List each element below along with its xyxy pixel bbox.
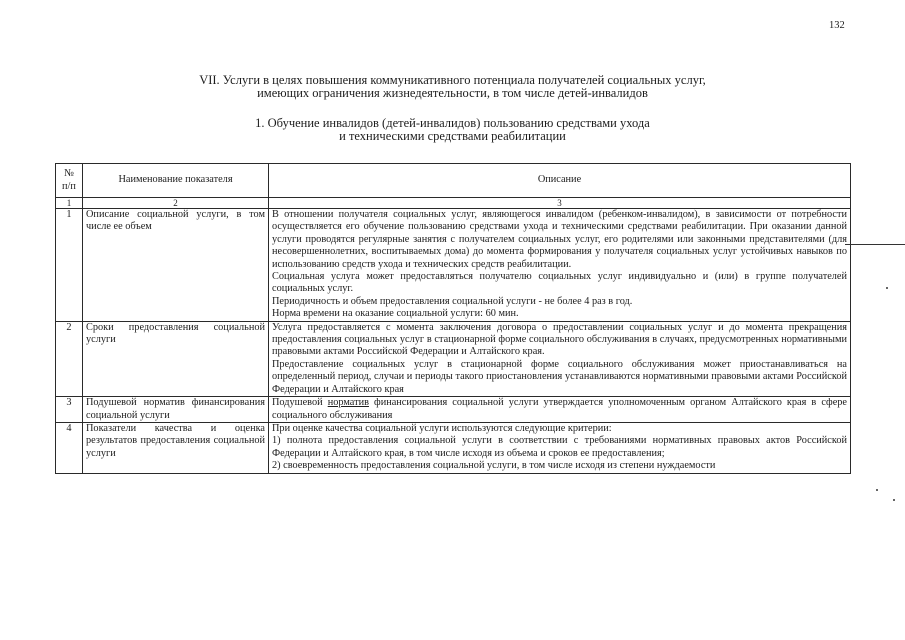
description-cell xyxy=(269,321,851,396)
table-row xyxy=(56,422,851,473)
indicator-name: Показатели качества и оценка результатов предоставления социальной услуги xyxy=(83,422,269,473)
table-row xyxy=(56,321,851,396)
description-cell xyxy=(269,422,851,473)
row-number: 3 xyxy=(56,397,83,423)
description-paragraph xyxy=(272,397,847,422)
subsection-title-line1: 1. Обучение инвалидов (детей-инвалидов) пользованию средствами ухода xyxy=(255,116,650,130)
description-paragraph: 2) своевременность предоставления социальной услуги, в том числе исходя из степени нуждаемости xyxy=(272,460,716,472)
norm-link[interactable]: норматив xyxy=(327,397,369,409)
description-paragraph: Социальная услуга может предоставляться получателю социальных услуг индивидуально и (или) в группе получателей социальных услуг. xyxy=(272,271,847,295)
description-cell xyxy=(269,397,851,423)
section-title-line2: имеющих ограничения жизнедеятельности, в том числе детей-инвалидов xyxy=(257,86,648,100)
description-cell xyxy=(269,209,851,322)
column-number: 1 xyxy=(56,198,83,209)
description-text: финансирования социальной услуги утверждается уполномоченным органом Алтайского края в сфере социального обслуживания xyxy=(272,397,847,421)
description-paragraph: Услуга предоставляется с момента заключения договора о предоставлении социальных услуг и до момента прекращения предоставления социальных услуг в стационарной форме социального обслуживания в случаях, предусмотренных нормативными правовыми актами Российской Федерации и Алтайского края. xyxy=(272,321,847,358)
indicator-name: Описание социальной услуги, в том числе ее объем xyxy=(83,209,269,322)
description-paragraph: Предоставление социальных услуг в стационарной форме социального обслуживания может приостанавливаться на определенный период, случаи и периоды такого приостановления устанавливаются нормативными правовыми актами Российской Федерации и Алтайского края xyxy=(272,358,847,395)
subsection-title xyxy=(0,117,905,143)
description-text: Подушевой xyxy=(272,397,328,409)
column-number: 3 xyxy=(269,198,851,209)
table-row xyxy=(56,397,851,423)
description-paragraph: 1) полнота предоставления социальной услуги в соответствии с требованиями нормативных правовых актов Российской Федерации и Алтайского края, в том числе исходя из объема и сроков ее предоставления; xyxy=(272,435,847,459)
section-title-line1: VII. Услуги в целях повышения коммуникативного потенциала получателей социальных услуг, xyxy=(199,73,706,87)
service-table xyxy=(55,163,851,474)
header-num: № п/п xyxy=(56,164,83,198)
page-number: 132 xyxy=(829,20,845,31)
row-number: 2 xyxy=(56,321,83,396)
indicator-name: Сроки предоставления социальной услуги xyxy=(83,321,269,396)
header-description: Описание xyxy=(269,164,851,198)
description-paragraph: Норма времени на оказание социальной услуги: 60 мин. xyxy=(272,308,519,320)
scan-speck xyxy=(886,287,888,289)
subsection-title-line2: и техническими средствами реабилитации xyxy=(339,129,566,143)
column-numbers-row xyxy=(56,198,851,209)
section-title xyxy=(0,74,905,100)
row-number: 1 xyxy=(56,209,83,322)
row-number: 4 xyxy=(56,422,83,473)
header-name: Наименование показателя xyxy=(83,164,269,198)
table-row xyxy=(56,209,851,322)
table-header-row xyxy=(56,164,851,198)
scan-artifact-line xyxy=(845,244,905,245)
description-paragraph: При оценке качества социальной услуги используются следующие критерии: xyxy=(272,422,612,434)
scan-speck xyxy=(876,489,878,491)
scan-speck xyxy=(893,499,895,501)
indicator-name: Подушевой норматив финансирования социальной услуги xyxy=(83,397,269,423)
column-number: 2 xyxy=(83,198,269,209)
description-paragraph: Периодичность и объем предоставления социальной услуги - не более 4 раз в год. xyxy=(272,295,633,307)
description-paragraph: В отношении получателя социальных услуг, являющегося инвалидом (ребенком-инвалидом), в зависимости от потребности осуществляется его обучение пользованию средствами ухода и техническими средствами реабилитации. При оказании данной услуги проводятся регулярные занятия с получателем социальных услуг, его родителями или законными представителями (для несовершеннолетних, воспитываемых дома) до момента формирования у получателя социальных услуг устойчивых навыков по использованию средств ухода и технических средств реабилитации. xyxy=(272,209,847,270)
